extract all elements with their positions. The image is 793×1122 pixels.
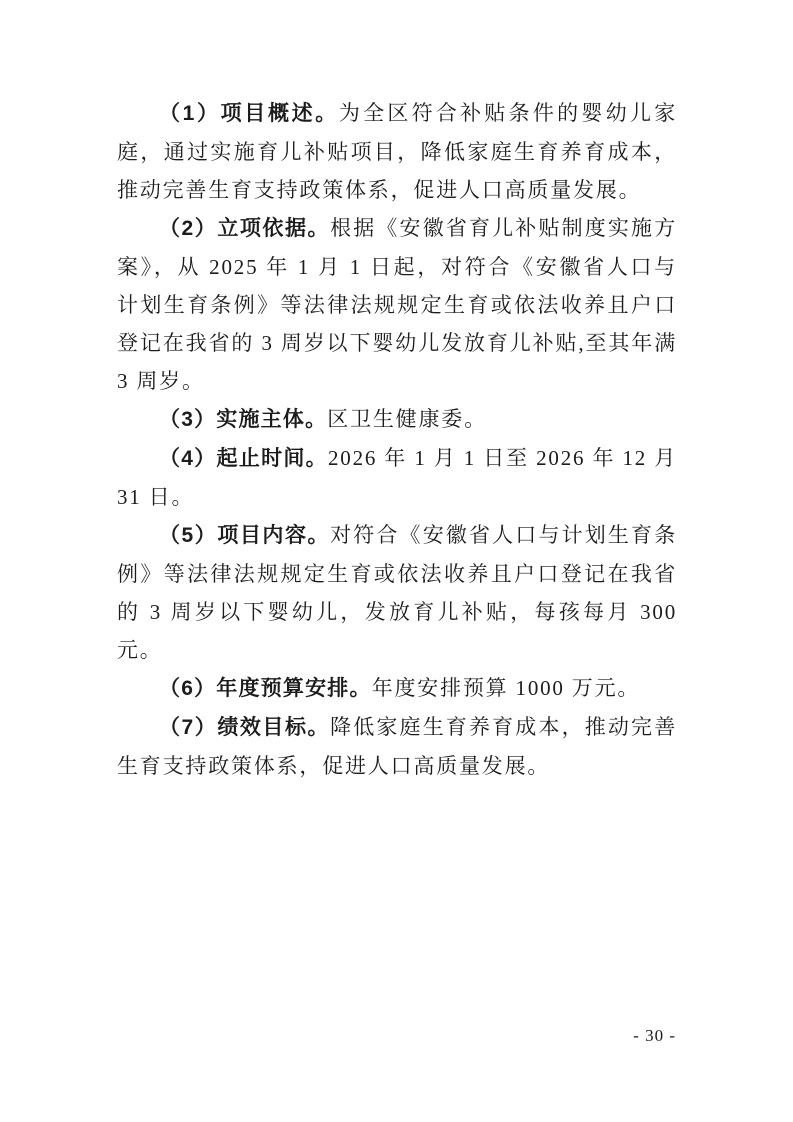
paragraph-label: （4）起止时间。 — [159, 447, 328, 470]
page-number: - 30 - — [633, 1026, 676, 1045]
paragraph-annual-budget — [117, 669, 677, 708]
paragraph-text: 2026 年 1 月 1 日至 2026 年 12 月 31 日。 — [117, 446, 678, 509]
paragraph-text: 根据《安徽省育儿补贴制度实施方案》，从 2025 年 1 月 1 日起，对符合《安徽省人口与计划生育条例》等法律法规规定生育或依法收养且户口登记在我省的 3 周岁以下婴幼儿发放育儿补贴,至其年满 3 周岁。 — [117, 216, 678, 393]
paragraph-performance-goal — [117, 708, 677, 785]
paragraph-label: （3）实施主体。 — [159, 408, 328, 431]
paragraph-label: （1）项目概述。 — [159, 102, 339, 125]
paragraph-project-overview — [117, 94, 677, 209]
paragraph-text: 为全区符合补贴条件的婴幼儿家庭，通过实施育儿补贴项目，降低家庭生育养育成本，推动完善生育支持政策体系，促进人口高质量发展。 — [117, 101, 677, 202]
paragraph-text: 区卫生健康委。 — [327, 407, 487, 431]
paragraph-time-span — [117, 439, 677, 516]
document-body — [117, 94, 677, 785]
paragraph-project-content — [117, 516, 677, 669]
paragraph-approval-basis — [117, 209, 677, 400]
paragraph-implementing-body — [117, 400, 677, 439]
paragraph-text: 年度安排预算 1000 万元。 — [371, 676, 641, 700]
paragraph-label: （7）绩效目标。 — [159, 716, 331, 739]
paragraph-label: （6）年度预算安排。 — [159, 677, 372, 700]
paragraph-text: 降低家庭生育养育成本，推动完善生育支持政策体系，促进人口高质量发展。 — [117, 715, 678, 778]
paragraph-label: （2）立项依据。 — [159, 217, 331, 240]
paragraph-label: （5）项目内容。 — [159, 524, 331, 547]
paragraph-text: 对符合《安徽省人口与计划生育条例》等法律法规规定生育或依法收养且户口登记在我省的 3 周岁以下婴幼儿，发放育儿补贴，每孩每月 300 元。 — [117, 523, 678, 662]
